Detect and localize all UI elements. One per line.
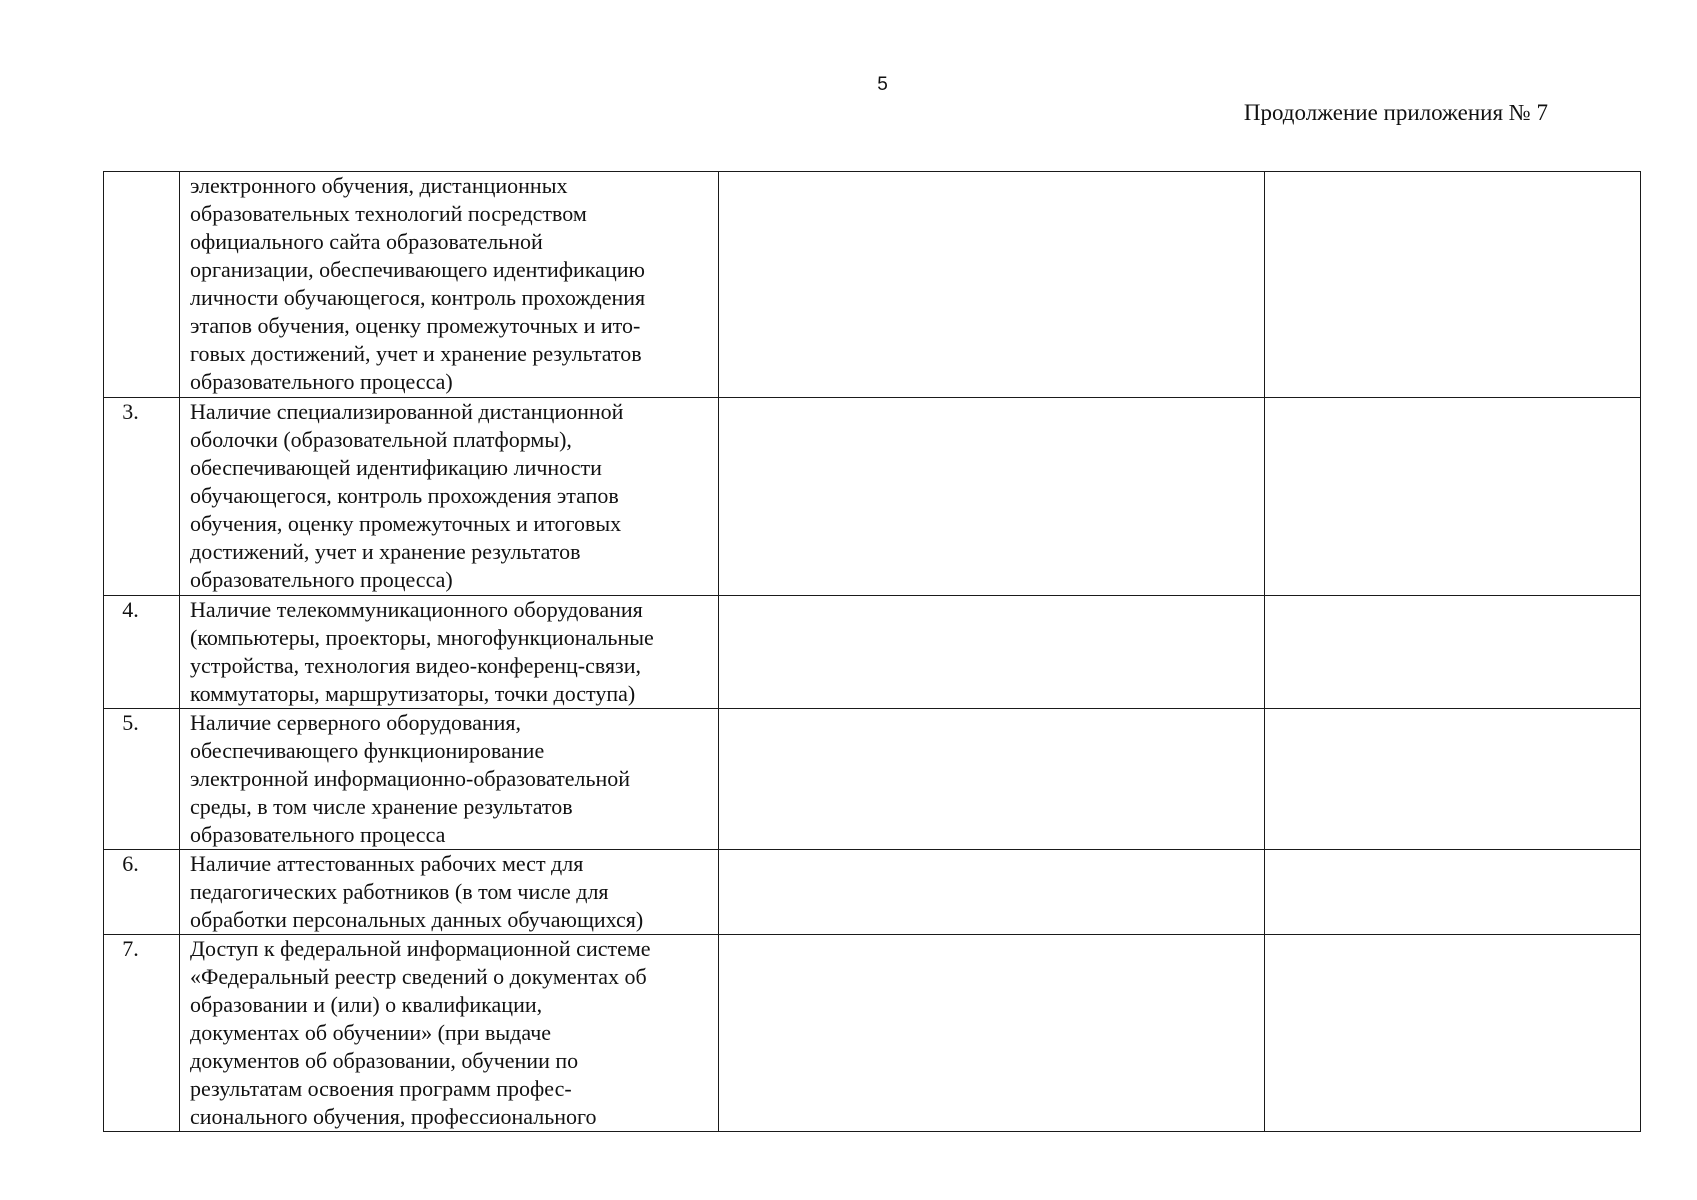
- table-row: [104, 398, 1641, 596]
- blank-cell: [1265, 172, 1641, 398]
- table-row: [104, 935, 1641, 1132]
- description-line: результатам освоения программ профес-: [190, 1076, 572, 1101]
- description-line: образовательного процесса): [190, 369, 453, 394]
- blank-cell: [1265, 935, 1641, 1132]
- description-line: образовательных технологий посредством: [190, 201, 587, 226]
- blank-cell: [1265, 398, 1641, 596]
- description-line: (компьютеры, проекторы, многофункциональные: [190, 625, 654, 650]
- description-line: личности обучающегося, контроль прохождения: [190, 285, 646, 310]
- description-line: «Федеральный реестр сведений о документах об: [190, 964, 647, 989]
- blank-cell: [1265, 596, 1641, 709]
- row-number: [104, 172, 180, 398]
- description-line: документов об образовании, обучении по: [190, 1048, 579, 1073]
- blank-cell: [719, 172, 1265, 398]
- description-line: образовании и (или) о квалификации,: [190, 992, 543, 1017]
- description-line: электронной информационно-образовательной: [190, 766, 631, 791]
- requirements-table: [103, 171, 1641, 1132]
- table-row: [104, 850, 1641, 935]
- description-line: Наличие телекоммуникационного оборудования: [190, 597, 643, 622]
- description-line: оболочки (образовательной платформы),: [190, 427, 572, 452]
- table-row: [104, 172, 1641, 398]
- description-line: сионального обучения, профессионального: [190, 1104, 597, 1129]
- blank-cell: [719, 596, 1265, 709]
- row-number: 7.: [104, 935, 180, 1132]
- row-description: [180, 935, 719, 1132]
- row-number: 6.: [104, 850, 180, 935]
- description-line: Наличие серверного оборудования,: [190, 710, 522, 735]
- row-number: 4.: [104, 596, 180, 709]
- description-line: обеспечивающего функционирование: [190, 738, 545, 763]
- table-row: [104, 596, 1641, 709]
- blank-cell: [1265, 850, 1641, 935]
- description-line: образовательного процесса: [190, 822, 446, 847]
- description-line: обработки персональных данных обучающихся): [190, 907, 644, 932]
- row-number: 5.: [104, 709, 180, 850]
- page-number: 5: [877, 74, 888, 95]
- description-line: Наличие аттестованных рабочих мест для: [190, 851, 584, 876]
- row-description: [180, 709, 719, 850]
- blank-cell: [719, 850, 1265, 935]
- description-line: Наличие специализированной дистанционной: [190, 399, 624, 424]
- description-line: организации, обеспечивающего идентификацию: [190, 257, 645, 282]
- row-description: [180, 850, 719, 935]
- description-line: среды, в том числе хранение результатов: [190, 794, 573, 819]
- description-line: документах об обучении» (при выдаче: [190, 1020, 552, 1045]
- description-line: обучения, оценку промежуточных и итоговых: [190, 511, 622, 536]
- description-line: достижений, учет и хранение результатов: [190, 539, 581, 564]
- appendix-note: Продолжение приложения № 7: [1243, 100, 1548, 125]
- blank-cell: [719, 935, 1265, 1132]
- description-line: электронного обучения, дистанционных: [190, 173, 568, 198]
- description-line: обеспечивающей идентификацию личности: [190, 455, 602, 480]
- row-description: [180, 596, 719, 709]
- description-line: этапов обучения, оценку промежуточных и ито-: [190, 313, 641, 338]
- description-line: официального сайта образовательной: [190, 229, 543, 254]
- description-line: обучающегося, контроль прохождения этапов: [190, 483, 619, 508]
- row-description: [180, 172, 719, 398]
- description-line: коммутаторы, маршрутизаторы, точки доступа): [190, 681, 636, 706]
- description-line: говых достижений, учет и хранение результатов: [190, 341, 642, 366]
- description-line: устройства, технология видео-конференц-связи,: [190, 653, 642, 678]
- blank-cell: [1265, 709, 1641, 850]
- row-number: 3.: [104, 398, 180, 596]
- blank-cell: [719, 709, 1265, 850]
- description-line: педагогических работников (в том числе для: [190, 879, 609, 904]
- description-line: Доступ к федеральной информационной системе: [190, 936, 651, 961]
- description-line: образовательного процесса): [190, 567, 453, 592]
- row-description: [180, 398, 719, 596]
- table-row: [104, 709, 1641, 850]
- blank-cell: [719, 398, 1265, 596]
